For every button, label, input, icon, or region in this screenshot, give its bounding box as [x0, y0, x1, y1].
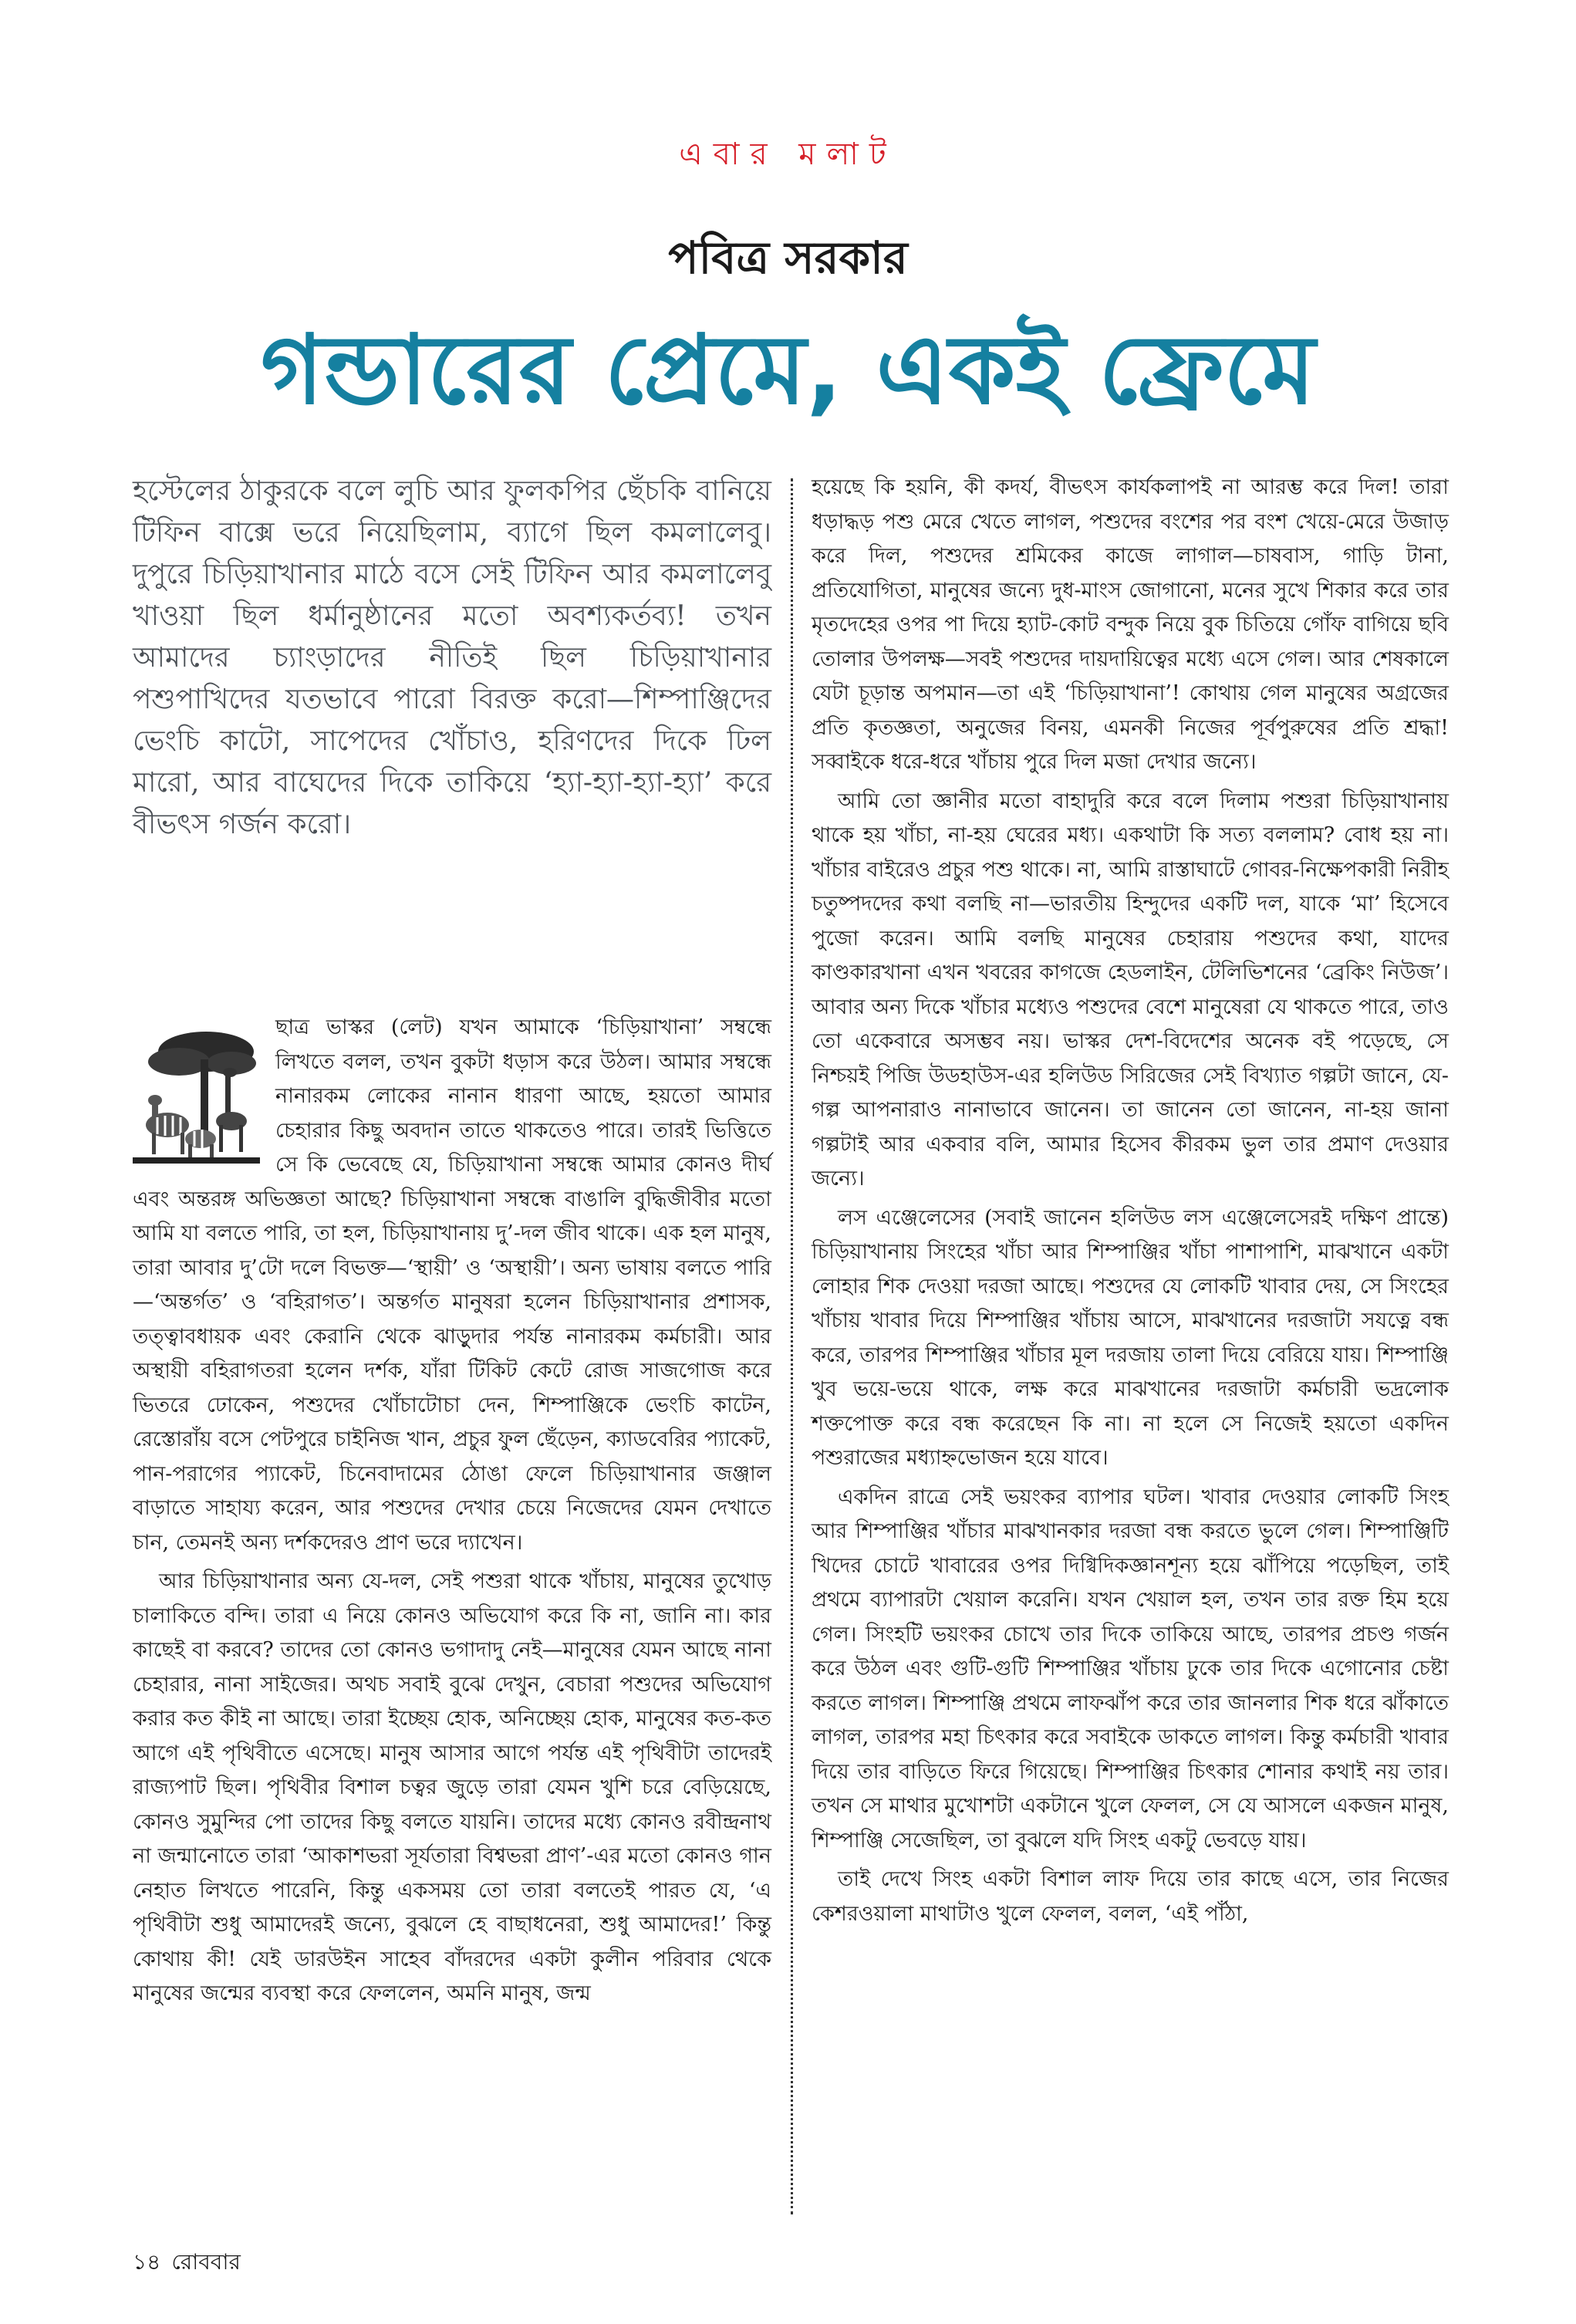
- right-paragraph-4: একদিন রাত্রে সেই ভয়ংকর ব্যাপার ঘটল। খাবার দেওয়ার লোকটি সিংহ আর শিম্পাঞ্জির খাঁচার মাঝখানকার দরজা বন্ধ করতে ভুলে গেল। শিম্পাঞ্জিটি খিদের চোটে খাবারের ওপর দিগ্বিদিকজ্ঞানশূন্য হয়ে ঝাঁপিয়ে পড়েছিল, তাই প্রথমে ব্যাপারটা খেয়াল করেনি। যখন খেয়াল হল, তখন তার রক্ত হিম হয়ে গেল। সিংহটি ভয়ংকর চোখে তার দিকে তাকিয়ে আছে, তারপর প্রচণ্ড গর্জন করে উঠল এবং গুটি-গুটি শিম্পাঞ্জির খাঁচায় ঢুকে তার দিকে এগোনোর চেষ্টা করতে লাগল। শিম্পাঞ্জি প্রথমে লাফঝাঁপ করে তার জানলার শিক ধরে ঝাঁকাতে লাগল, তারপর মহা চিৎকার করে সবাইকে ডাকতে লাগল। কিন্তু কর্মচারী খাবার দিয়ে তার বাড়িতে ফিরে গিয়েছে। শিম্পাঞ্জির চিৎকার শোনার কথাই নয় তার। তখন সে মাথার মুখোশটা একটানে খুলে ফেলল, সে যে আসলে একজন মানুষ, শিম্পাঞ্জি সেজেছিল, তা বুঝলে যদি সিংহ একটু ভেবড়ে যায়।: [812, 1485, 1449, 1853]
- article-headline: গন্ডারের প্রেমে, একই ফ্রেমে: [260, 315, 1316, 426]
- left-paragraph-2: আর চিড়িয়াখানার অন্য যে-দল, সেই পশুরা থাকে খাঁচায়, মানুষের তুখোড় চালাকিতে বন্দি। তারা এ নিয়ে কোনও অভিযোগ করে কি না, জানি না। কার কাছেই বা করবে? তাদের তো কোনও ভগাদাদু নেই—মানুষের যেমন আছে নানা চেহারার, নানা সাইজের। অথচ সবাই বুঝে দেখুন, বেচারা পশুদের অভিযোগ করার কত কীই না আছে। তারা ইচ্ছেয় হোক, অনিচ্ছেয় হোক, মানুষের কত-কত আগে এই পৃথিবীতে এসেছে। মানুষ আসার আগে পর্যন্ত এই পৃথিবীটা তাদেরই রাজ্যপাট ছিল। পৃথিবীর বিশাল চত্বর জুড়ে তারা যেমন খুশি চরে বেড়িয়েছে, কোনও সুমুন্দির পো তাদের কিছু বলতে যায়নি। তাদের মধ্যে কোনও রবীন্দ্রনাথ না জন্মানোতে তারা ‘আকাশভরা সূর্যতারা বিশ্বভরা প্রাণ’-এর মতো কোনও গান নেহাত লিখতে পারেনি, কিন্তু একসময় তো তারা বলতেই পারত যে, ‘এ পৃথিবীটা শুধু আমাদেরই জন্যে, বুঝলে হে বাছাধনেরা, শুধু আমাদের!’ কিন্তু কোথায় কী! যেই ডারউইন সাহেব বাঁদরদের একটা কুলীন পরিবার থেকে মানুষের জন্মের ব্যবস্থা করে ফেললেন, অমনি মানুষ, জন্ম: [133, 1569, 771, 2005]
- right-column: [812, 471, 1449, 1931]
- author-byline: পবিত্র সরকার: [668, 231, 908, 284]
- right-paragraph-2: আমি তো জ্ঞানীর মতো বাহাদুরি করে বলে দিলাম পশুরা চিড়িয়াখানায় থাকে হয় খাঁচা, না-হয় ঘেরের মধ্য। একথাটা কি সত্য বললাম? বোধ হয় না। খাঁচার বাইরেও প্রচুর পশু থাকে। না, আমি রাস্তাঘাটে গোবর-নিক্ষেপকারী নিরীহ চতুষ্পদদের কথা বলছি না—ভারতীয় হিন্দুদের একটি দল, যাকে ‘মা’ হিসেবে পুজো করেন। আমি বলছি মানুষের চেহারায় পশুদের কথা, যাদের কাণ্ডকারখানা এখন খবরের কাগজে হেডলাইন, টেলিভিশনের ‘ব্রেকিং নিউজ’। আবার অন্য দিকে খাঁচার মধ্যেও পশুদের বেশে মানুষেরা যে থাকতে পারে, তাও তো একেবারে অসম্ভব নয়। ভাস্কর দেশ-বিদেশের অনেক বই পড়েছে, সে নিশ্চয়ই পিজি উডহাউস-এর হলিউড সিরিজের সেই বিখ্যাত গল্পটা জানে, যে-গল্প আপনারাও নানাভাবে জানেন। তা জানেন তো জানেন, না-হয় জানা গল্পটাই আর একবার বলি, আমার হিসেব কীরকম ভুল তার প্রমাণ দেওয়ার জন্যে।: [812, 789, 1449, 1191]
- left-column: [133, 471, 771, 2012]
- intro-paragraph: হস্টেলের ঠাকুরকে বলে লুচি আর ফুলকপির ছেঁচকি বানিয়ে টিফিন বাক্সে ভরে নিয়েছিলাম, ব্যাগে ছিল কমলালেবু। দুপুরে চিড়িয়াখানার মাঠে বসে সেই টিফিন আর কমলালেবু খাওয়া ছিল ধর্মানুষ্ঠানের মতো অবশ্যকর্তব্য! তখন আমাদের চ্যাংড়াদের নীতিই ছিল চিড়িয়াখানার পশুপাখিদের যতভাবে পারো বিরক্ত করো—শিম্পাঞ্জিদের ভেংচি কাটো, সাপেদের খোঁচাও, হরিণদের দিকে ঢিল মারো, আর বাঘেদের দিকে তাকিয়ে ‘হ্যা-হ্যা-হ্যা-হ্যা’ করে বীভৎস গর্জন করো।: [133, 475, 771, 840]
- publication-name: রোববার: [171, 2249, 241, 2275]
- left-body: [133, 1011, 771, 2012]
- wildlife-illustration-icon: [133, 1017, 260, 1164]
- page-footer: [133, 2245, 241, 2282]
- page-number: ১৪: [133, 2249, 161, 2275]
- right-paragraph-5: তাই দেখে সিংহ একটা বিশাল লাফ দিয়ে তার কাছে এসে, তার নিজের কেশরওয়ালা মাথাটাও খুলে ফেলল, বলল, ‘এই পাঁঠা,: [812, 1867, 1449, 1926]
- right-paragraph-3: লস এঞ্জেলেসের (সবাই জানেন হলিউড লস এঞ্জেলেসেরই দক্ষিণ প্রান্তে) চিড়িয়াখানায় সিংহের খাঁচা আর শিম্পাঞ্জির খাঁচা পাশাপাশি, মাঝখানে একটা লোহার শিক দেওয়া দরজা আছে। পশুদের যে লোকটি খাবার দেয়, সে সিংহের খাঁচায় খাবার দিয়ে শিম্পাঞ্জির খাঁচায় আসে, মাঝখানের দরজাটা সযত্নে বন্ধ করে, তারপর শিম্পাঞ্জির খাঁচার মূল দরজায় তালা দিয়ে বেরিয়ে যায়। শিম্পাঞ্জি খুব ভয়ে-ভয়ে থাকে, লক্ষ করে মাঝখানের দরজাটা কর্মচারী ভদ্রলোক শক্তপোক্ত করে বন্ধ করেছেন কি না। না হলে সে নিজেই হয়তো একদিন পশুরাজের মধ্যাহ্নভোজন হয়ে যাবে।: [812, 1205, 1449, 1470]
- left-paragraph-1: ছাত্র ভাস্কর (লেট) যখন আমাকে ‘চিড়িয়াখানা’ সম্বন্ধে লিখতে বলল, তখন বুকটা ধড়াস করে উঠল। আমার সম্বন্ধে নানারকম লোকের নানান ধারণা আছে, হয়তো আমার চেহারার কিছু অবদান তাতে থাকতেও পারে। তারই ভিত্তিতে সে কি ভেবেছে যে, চিড়িয়াখানা সম্বন্ধে আমার কোনও দীর্ঘ এবং অন্তরঙ্গ অভিজ্ঞতা আছে? চিড়িয়াখানা সম্বন্ধে বাঙালি বুদ্ধিজীবীর মতো আমি যা বলতে পারি, তা হল, চিড়িয়াখানায় দু’-দল জীব থাকে। এক হল মানুষ, তারা আবার দু’টো দলে বিভক্ত—‘স্থায়ী’ ও ‘অস্থায়ী’। অন্য ভাষায় বলতে পারি—‘অন্তর্গত’ ও ‘বহিরাগত’। অন্তর্গত মানুষরা হলেন চিড়িয়াখানার প্রশাসক, তত্ত্বাবধায়ক এবং কেরানি থেকে ঝাড়ুদার পর্যন্ত নানারকম কর্মচারী। আর অস্থায়ী বহিরাগতরা হলেন দর্শক, যাঁরা টিকিট কেটে রোজ সাজগোজ করে ভিতরে ঢোকেন, পশুদের খোঁচাটোচা দেন, শিম্পাঞ্জিকে ভেংচি কাটেন, রেস্তোরাঁয় বসে পেটপুরে চাইনিজ খান, প্রচুর ফুল ছেঁড়েন, ক্যাডবেরির প্যাকেট, পান-পরাগের প্যাকেট, চিনেবাদামের ঠোঙা ফেলে চিড়িয়াখানার জঞ্জাল বাড়াতে সাহায্য করেন, আর পশুদের দেখার চেয়ে নিজেদের যেমন দেখাতে চান, তেমনই অন্য দর্শকদেরও প্রাণ ভরে দ্যাখেন।: [133, 1015, 771, 1555]
- section-kicker: এবার মলাট: [679, 137, 897, 172]
- column-divider: [791, 478, 793, 2214]
- right-paragraph-1: হয়েছে কি হয়নি, কী কদর্য, বীভৎস কার্যকলাপই না আরম্ভ করে দিল! তারা ধড়াদ্ধড় পশু মেরে খেতে লাগল, পশুদের বংশের পর বংশ খেয়ে-মেরে উজাড় করে দিল, পশুদের শ্রমিকের কাজে লাগাল—চাষবাস, গাড়ি টানা, প্রতিযোগিতা, মানুষের জন্যে দুধ-মাংস জোগানো, মনের সুখে শিকার করে তার মৃতদেহের ওপর পা দিয়ে হ্যাট-কোট বন্দুক নিয়ে বুক চিতিয়ে গোঁফ বাগিয়ে ছবি তোলার উপলক্ষ—সবই পশুদের দায়দায়িত্বের মধ্যে এসে গেল। আর শেষকালে যেটা চূড়ান্ত অপমান—তা এই ‘চিড়িয়াখানা’! কোথায় গেল মানুষের অগ্রজের প্রতি কৃতজ্ঞতা, অনুজের বিনয়, এমনকী নিজের পূর্বপুরুষের প্রতি শ্রদ্ধা! সব্বাইকে ধরে-ধরে খাঁচায় পুরে দিল মজা দেখার জন্যে।: [812, 475, 1449, 774]
